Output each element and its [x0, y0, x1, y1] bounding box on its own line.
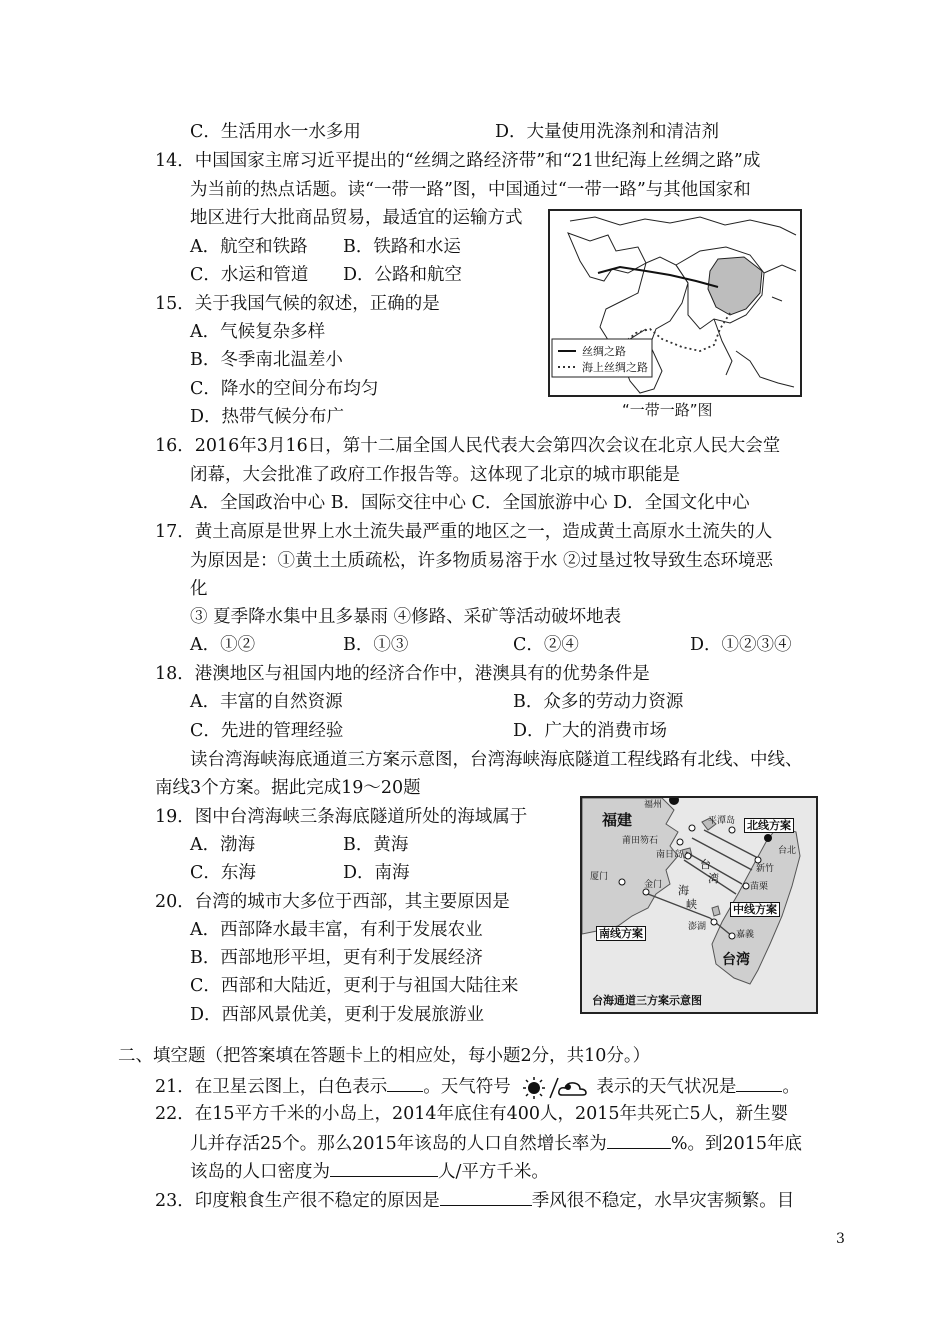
cloud-icon [559, 1082, 586, 1094]
label-xiamen: 厦门 [590, 872, 609, 882]
q18-option-a: A．丰富的自然资源 [190, 692, 343, 712]
sun-icon [523, 1077, 545, 1099]
q21-text-a: 21．在卫星云图上，白色表示 [155, 1077, 388, 1097]
q23-blank-1[interactable] [440, 1187, 532, 1206]
page-number: 3 [836, 1231, 845, 1247]
label-putian: 莆田笏石 [622, 836, 659, 846]
label-taipei: 台北 [778, 846, 797, 856]
q18-option-d: D．广大的消费市场 [513, 721, 668, 741]
q13-option-c: C．生活用水一水多用 [190, 122, 361, 142]
taiwan-strait-map [580, 796, 818, 1014]
q18-stem: 18．港澳地区与祖国内地的经济合作中，港澳具有的优势条件是 [155, 664, 650, 684]
q23-text-b: 季风很不稳定，水旱灾害频繁。目 [531, 1191, 795, 1211]
q14-option-d: D．公路和航空 [343, 265, 463, 285]
q17-stem-line4: ③ 夏季降水集中且多暴雨 ④修路、采矿等活动破坏地表 [190, 607, 622, 627]
label-jinmen: 金门 [644, 880, 663, 890]
label-taiwan: 台湾 [722, 952, 750, 968]
q14-stem-line1: 14．中国国家主席习近平提出的“丝绸之路经济带”和“21世纪海上丝绸之路”成 [155, 151, 761, 171]
q21-text-b: 。天气符号 [423, 1077, 511, 1097]
q16-options: A．全国政治中心 B．国际交往中心 C．全国旅游中心 D．全国文化中心 [190, 493, 750, 513]
q18-option-c: C．先进的管理经验 [190, 721, 344, 741]
q20-option-c: C．西部和大陆近，更利于与祖国大陆往来 [190, 976, 519, 996]
q22-text-a: 儿并存活25个。那么2015年该岛的人口自然增长率为 [190, 1134, 607, 1154]
q22-line3 [190, 1158, 549, 1184]
q17-option-b: B．①③ [343, 635, 409, 655]
label-jiayi: 嘉義 [736, 930, 755, 940]
q21-blank-1[interactable] [387, 1073, 423, 1092]
q17-stem-line3: 化 [190, 579, 208, 599]
q13-option-d: D．大量使用洗涤剂和清洁剂 [495, 122, 720, 142]
q22-text-d: 人/平方千米。 [438, 1162, 549, 1182]
q21-line [155, 1073, 800, 1100]
label-strait-2: 湾 [708, 872, 719, 885]
q14-option-c: C．水运和管道 [190, 265, 309, 285]
q14-stem-line3: 地区进行大批商品贸易，最适宜的运输方式 [190, 208, 523, 228]
label-north-route: 北线方案 [744, 818, 794, 833]
q15-option-d: D．热带气候分布广 [190, 407, 345, 427]
q19-option-a: A．渤海 [190, 835, 256, 855]
q17-option-c: C．②④ [513, 635, 579, 655]
label-nanri: 南日岛 [656, 850, 684, 860]
q21-blank-2[interactable] [736, 1073, 782, 1092]
q19-20-intro-line2: 南线3个方案。据此完成19～20题 [155, 778, 421, 798]
q16-stem-line1: 16．2016年3月16日，第十二届全国人民代表大会第四次会议在北京人民大会堂 [155, 436, 781, 456]
label-penghu: 澎湖 [688, 922, 707, 932]
q19-stem: 19．图中台湾海峡三条海底隧道所处的海域属于 [155, 807, 528, 827]
q22-text-b: %。到2015年底 [670, 1134, 802, 1154]
belt-road-map-caption: “一带一路”图 [622, 401, 713, 419]
label-miaoli: 苗栗 [750, 882, 769, 892]
q22-blank-2[interactable] [330, 1158, 438, 1177]
legend-maritime-silk-road: 海上丝绸之路 [582, 361, 648, 374]
q17-stem-line1: 17．黄土高原是世界上水土流失最严重的地区之一，造成黄土高原水土流失的人 [155, 522, 773, 542]
label-pingtan: 平潭岛 [708, 816, 736, 826]
q22-text-c: 该岛的人口密度为 [190, 1162, 330, 1182]
label-strait-1: 台 [700, 858, 711, 871]
label-south-route: 南线方案 [596, 926, 646, 941]
q15-option-c: C．降水的空间分布均匀 [190, 379, 379, 399]
taiwan-strait-map-caption: 台海通道三方案示意图 [592, 994, 702, 1007]
q22-line1: 22．在15平方千米的小岛上，2014年底住有400人，2015年共死亡5人，新生婴 [155, 1104, 789, 1124]
label-strait-3: 海 [678, 884, 689, 897]
label-xinzhu: 新竹 [756, 864, 775, 874]
q23-line [155, 1187, 794, 1213]
q17-stem-line2: 为原因是：①黄土土质疏松，许多物质易溶于水 ②过垦过牧导致生态环境恶 [190, 551, 774, 571]
q23-text-a: 23．印度粮食生产很不稳定的原因是 [155, 1191, 440, 1211]
q20-option-d: D．西部风景优美，更利于发展旅游业 [190, 1005, 485, 1025]
q19-option-c: C．东海 [190, 863, 256, 883]
q16-stem-line2: 闭幕，大会批准了政府工作报告等。这体现了北京的城市职能是 [190, 465, 680, 485]
q20-option-b: B．西部地形平坦，更有利于发展经济 [190, 948, 483, 968]
q20-option-a: A．西部降水最丰富，有利于发展农业 [190, 920, 483, 940]
q15-option-b: B．冬季南北温差小 [190, 350, 343, 370]
q17-option-a: A．①② [190, 635, 256, 655]
q15-option-a: A．气候复杂多样 [190, 322, 326, 342]
q14-stem-line2: 为当前的热点话题。读“一带一路”图，中国通过“一带一路”与其他国家和 [190, 180, 751, 200]
q21-text-d: 。 [782, 1077, 800, 1097]
q19-20-intro-line1: 读台湾海峡海底通道三方案示意图，台湾海峡海底隧道工程线路有北线、中线、 [190, 750, 803, 770]
label-strait-4: 峡 [686, 898, 697, 911]
legend-silk-road: 丝绸之路 [582, 345, 626, 358]
q15-stem: 15．关于我国气候的叙述，正确的是 [155, 294, 440, 314]
q14-option-a: A．航空和铁路 [190, 237, 308, 257]
label-middle-route: 中线方案 [730, 902, 780, 917]
q21-text-c: 表示的天气状况是 [596, 1077, 737, 1097]
belt-road-map [548, 209, 802, 397]
label-fuzhou: 福州 [644, 800, 663, 810]
weather-symbol [516, 1076, 596, 1100]
label-fujian: 福建 [602, 811, 633, 829]
q19-option-b: B．黄海 [343, 835, 409, 855]
section2-heading: 二、填空题（把答案填在答题卡上的相应处，每小题2分，共10分。） [118, 1046, 651, 1066]
q14-option-b: B．铁路和水运 [343, 237, 461, 257]
q22-blank-1[interactable] [607, 1130, 671, 1149]
q18-option-b: B．众多的劳动力资源 [513, 692, 684, 712]
q22-line2 [190, 1130, 802, 1156]
q17-option-d: D．①②③④ [690, 635, 792, 655]
q19-option-d: D．南海 [343, 863, 410, 883]
q20-stem: 20．台湾的城市大多位于西部，其主要原因是 [155, 892, 510, 912]
